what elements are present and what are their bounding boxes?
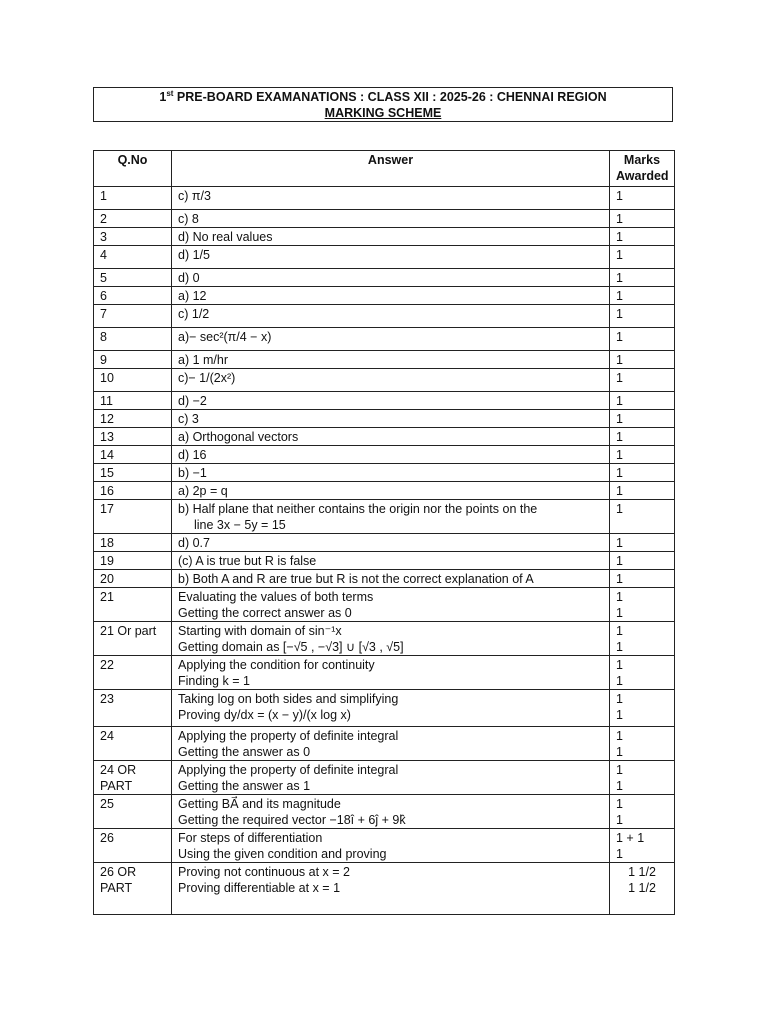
question-number: 19: [94, 552, 172, 570]
marks-awarded: 1: [610, 328, 675, 351]
table-row: [94, 428, 675, 446]
table-row: [94, 588, 675, 622]
answer-line: d) 0.7: [178, 536, 210, 550]
question-number: 9: [94, 351, 172, 369]
question-number: 10: [94, 369, 172, 392]
answer-cell: [172, 656, 610, 690]
answer-line-2: Getting the required vector −18î + 6ĵ + 9k̂: [178, 813, 406, 827]
table-row: [94, 656, 675, 690]
table-row: [94, 369, 675, 392]
answer-cell: [172, 464, 610, 482]
answer-line-2: line 3x − 5y = 15: [194, 518, 286, 532]
table-row: [94, 446, 675, 464]
marking-scheme-table: [93, 150, 675, 915]
question-number: 2: [94, 210, 172, 228]
table-row: [94, 829, 675, 863]
question-number: 11: [94, 392, 172, 410]
marks-awarded: 1: [610, 500, 675, 534]
table-row: [94, 228, 675, 246]
answer-line: Proving not continuous at x = 2: [178, 865, 350, 879]
answer-line: Applying the condition for continuity: [178, 658, 375, 672]
marking-scheme-title: MARKING SCHEME: [324, 106, 442, 120]
marks-awarded: 1 1: [610, 727, 675, 761]
answer-cell: [172, 328, 610, 351]
answer-line: Applying the property of definite integral: [178, 729, 399, 743]
answer-line: c)− 1/(2x²): [178, 371, 236, 385]
answer-cell: [172, 588, 610, 622]
marks-awarded: 1: [610, 464, 675, 482]
question-number: 14: [94, 446, 172, 464]
question-number: 17: [94, 500, 172, 534]
answer-cell: [172, 392, 610, 410]
marks-awarded: 1: [610, 552, 675, 570]
question-number: 12: [94, 410, 172, 428]
answer-line: b) Both A and R are true but R is not the correct explanation of A: [178, 572, 534, 586]
marks-awarded: 1: [610, 228, 675, 246]
table-row: [94, 482, 675, 500]
marks-awarded: 1: [610, 446, 675, 464]
question-number: 5: [94, 269, 172, 287]
answer-cell: [172, 482, 610, 500]
answer-line-2: Proving dy/dx = (x − y)/(x log x): [178, 708, 351, 722]
answer-line: Applying the property of definite integral: [178, 763, 399, 777]
answer-line: (c) A is true but R is false: [178, 554, 317, 568]
table-row: [94, 622, 675, 656]
marks-awarded: 1: [610, 482, 675, 500]
marks-awarded: 1: [610, 351, 675, 369]
table-row: [94, 464, 675, 482]
answer-line-2: Proving differentiable at x = 1: [178, 881, 341, 895]
table-row: [94, 328, 675, 351]
marks-awarded: 1: [610, 428, 675, 446]
table-row: [94, 351, 675, 369]
question-number: 15: [94, 464, 172, 482]
marks-awarded: 1: [610, 369, 675, 392]
answer-cell: [172, 552, 610, 570]
table-header-row: [94, 151, 675, 187]
answer-cell: [172, 622, 610, 656]
question-number: 22: [94, 656, 172, 690]
table-row: [94, 534, 675, 552]
answer-cell: [172, 829, 610, 863]
table-row: [94, 500, 675, 534]
answer-cell: [172, 863, 610, 915]
marks-awarded: 1 1: [610, 761, 675, 795]
marks-awarded: 1 1/2 1 1/2: [610, 863, 675, 915]
answer-line: c) 8: [178, 212, 199, 226]
answer-line: d) 16: [178, 448, 207, 462]
marks-awarded: 1: [610, 246, 675, 269]
answer-cell: [172, 761, 610, 795]
column-header-qno: Q.No: [94, 151, 172, 187]
answer-line-2: Getting the answer as 1: [178, 779, 311, 793]
marks-awarded: 1 + 1 1: [610, 829, 675, 863]
table-row: [94, 410, 675, 428]
answer-cell: [172, 305, 610, 328]
table-row: [94, 269, 675, 287]
answer-line: a) 1 m/hr: [178, 353, 229, 367]
answer-line: Starting with domain of sin⁻¹x: [178, 624, 342, 638]
question-number: 16: [94, 482, 172, 500]
answer-cell: [172, 269, 610, 287]
document-header: [93, 87, 673, 122]
question-number: 20: [94, 570, 172, 588]
answer-cell: [172, 187, 610, 210]
marks-awarded: 1 1: [610, 690, 675, 727]
answer-cell: [172, 410, 610, 428]
table-row: [94, 795, 675, 829]
marks-awarded: 1: [610, 392, 675, 410]
question-number: 26: [94, 829, 172, 863]
marks-awarded: 1 1: [610, 622, 675, 656]
table-row: [94, 761, 675, 795]
answer-cell: [172, 287, 610, 305]
marks-awarded: 1 1: [610, 588, 675, 622]
question-number: 24: [94, 727, 172, 761]
answer-line: a) Orthogonal vectors: [178, 430, 299, 444]
table-row: [94, 690, 675, 727]
question-number: 13: [94, 428, 172, 446]
question-number: 6: [94, 287, 172, 305]
answer-line: a) 2p = q: [178, 484, 228, 498]
answer-line-2: Getting domain as [−√5 , −√3] ∪ [√3 , √5]: [178, 640, 404, 654]
marks-awarded: 1: [610, 410, 675, 428]
answer-cell: [172, 727, 610, 761]
answer-line: Getting BA⃗ and its magnitude: [178, 797, 341, 811]
answer-line: d) −2: [178, 394, 207, 408]
marks-awarded: 1: [610, 187, 675, 210]
answer-line-2: Using the given condition and proving: [178, 847, 387, 861]
question-number: 7: [94, 305, 172, 328]
answer-cell: [172, 369, 610, 392]
marks-awarded: 1: [610, 210, 675, 228]
table-row: [94, 305, 675, 328]
answer-line: d) 1/5: [178, 248, 210, 262]
answer-cell: [172, 228, 610, 246]
answer-line: b) Half plane that neither contains the origin nor the points on the: [178, 502, 538, 516]
answer-cell: [172, 500, 610, 534]
answer-cell: [172, 246, 610, 269]
answer-line: a)− sec²(π/4 − x): [178, 330, 272, 344]
question-number: 4: [94, 246, 172, 269]
marks-awarded: 1: [610, 305, 675, 328]
marks-awarded: 1: [610, 534, 675, 552]
column-header-answer: Answer: [172, 151, 610, 187]
question-number: 23: [94, 690, 172, 727]
marks-awarded: 1: [610, 287, 675, 305]
answer-line: d) 0: [178, 271, 200, 285]
answer-line-2: Finding k = 1: [178, 674, 250, 688]
answer-line: d) No real values: [178, 230, 273, 244]
table-row: [94, 552, 675, 570]
answer-cell: [172, 570, 610, 588]
table-row: [94, 863, 675, 915]
answer-line: Evaluating the values of both terms: [178, 590, 374, 604]
answer-cell: [172, 446, 610, 464]
answer-line-2: Getting the correct answer as 0: [178, 606, 352, 620]
question-number: 8: [94, 328, 172, 351]
table-row: [94, 392, 675, 410]
exam-title: 1st PRE-BOARD EXAMANATIONS : CLASS XII : 2025-26 : CHENNAI REGION: [159, 88, 607, 104]
table-row: [94, 210, 675, 228]
table-row: [94, 727, 675, 761]
answer-cell: [172, 690, 610, 727]
answer-line: c) π/3: [178, 189, 211, 203]
marks-awarded: 1 1: [610, 795, 675, 829]
marks-awarded: 1: [610, 269, 675, 287]
answer-line: b) −1: [178, 466, 207, 480]
answer-cell: [172, 795, 610, 829]
marks-awarded: 1 1: [610, 656, 675, 690]
question-number: 18: [94, 534, 172, 552]
marks-awarded: 1: [610, 570, 675, 588]
question-number: 26 OR PART: [94, 863, 172, 915]
answer-cell: [172, 351, 610, 369]
answer-line: c) 1/2: [178, 307, 210, 321]
table-row: [94, 287, 675, 305]
table-row: [94, 570, 675, 588]
question-number: 1: [94, 187, 172, 210]
question-number: 25: [94, 795, 172, 829]
question-number: 21 Or part: [94, 622, 172, 656]
question-number: 21: [94, 588, 172, 622]
question-number: 24 OR PART: [94, 761, 172, 795]
answer-cell: [172, 534, 610, 552]
question-number: 3: [94, 228, 172, 246]
answer-line: c) 3: [178, 412, 199, 426]
answer-line: For steps of differentiation: [178, 831, 323, 845]
answer-cell: [172, 210, 610, 228]
column-header-marks: Marks Awarded: [610, 151, 675, 187]
table-row: [94, 187, 675, 210]
table-row: [94, 246, 675, 269]
answer-line-2: Getting the answer as 0: [178, 745, 311, 759]
answer-cell: [172, 428, 610, 446]
answer-line: a) 12: [178, 289, 207, 303]
answer-line: Taking log on both sides and simplifying: [178, 692, 399, 706]
